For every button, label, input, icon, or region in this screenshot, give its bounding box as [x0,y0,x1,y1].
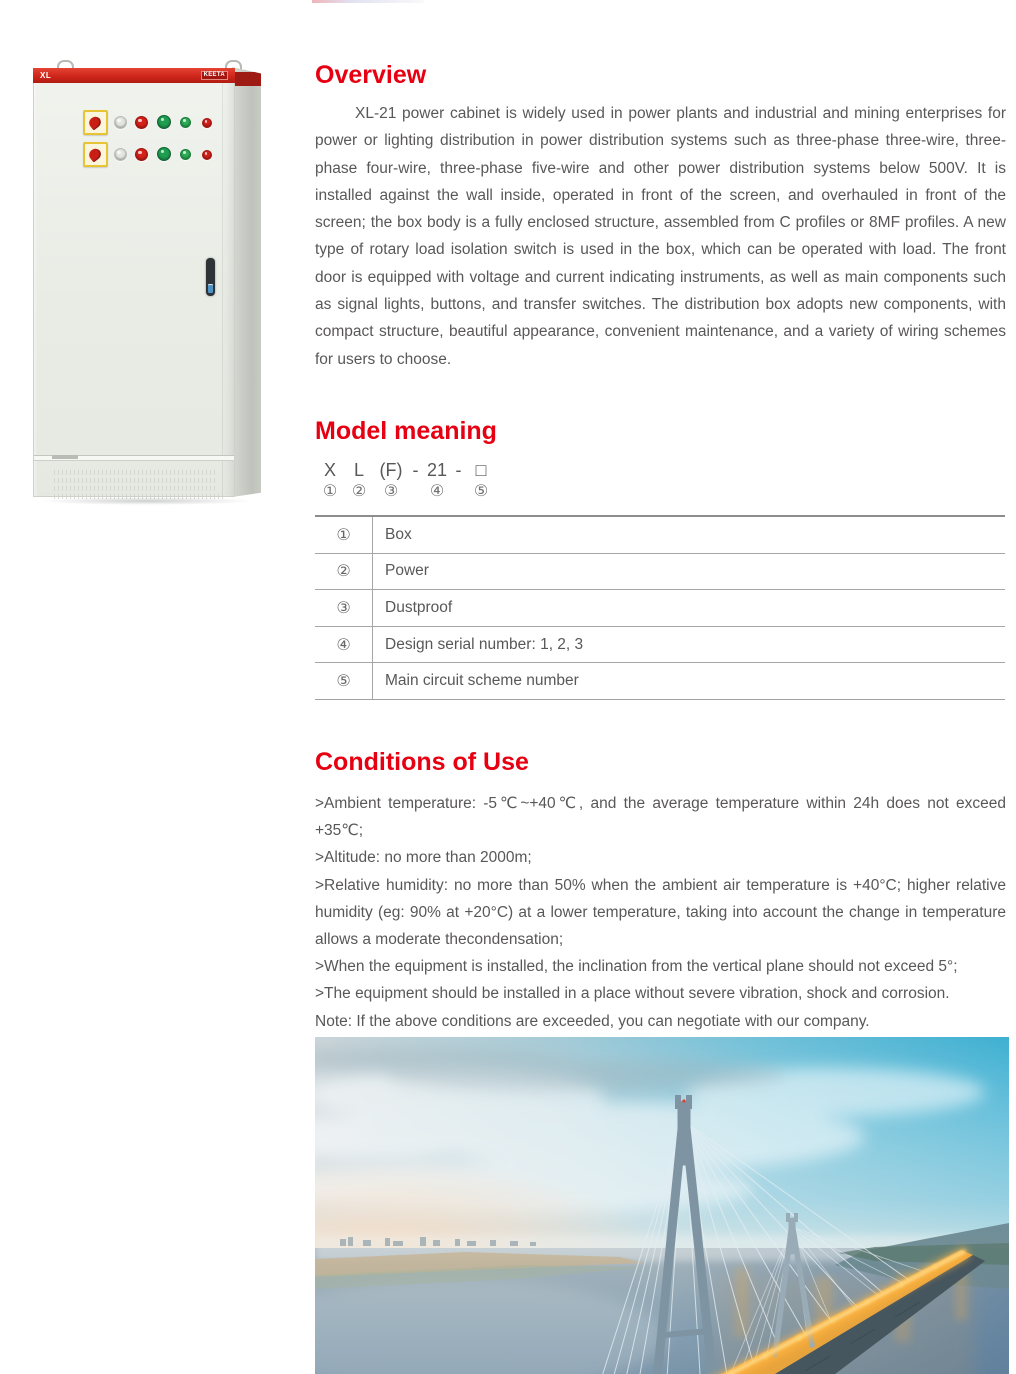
model-code-part: X [323,460,336,480]
row-description: Box [372,517,1005,553]
ventilation-slots [54,470,217,475]
indicator-light-icon [180,117,191,128]
indicator-light-icon [114,116,127,129]
model-code-marker: ⑤ [473,483,489,500]
conditions-title: Conditions of Use [315,748,529,776]
table-row [315,517,1005,553]
condition-line: >The equipment should be installed in a place without severe vibration, shock and corrosion. [315,985,950,1003]
brand-logo: KEETA [201,71,228,80]
table-row [315,553,1005,590]
door-handle-icon [206,258,215,296]
model-code-part: (F) [379,460,403,480]
condition-line: >Altitude: no more than 2000m; [315,849,532,867]
bridge-photo [315,1037,1009,1374]
condition-line: >When the equipment is installed, the inclination from the vertical plane should not exceed 5°; [315,958,958,976]
conditions-text [315,790,1006,1035]
indicator-light-icon [157,147,171,161]
row-number: ② [336,563,351,581]
model-meaning-table [315,515,1005,700]
model-code-separator: - [412,460,419,480]
row-description: Power [372,554,1005,590]
indicator-light-icon [202,150,212,160]
model-code-part: L [353,460,364,480]
indicator-light-icon [180,149,191,160]
table-row [315,662,1005,699]
indicator-light-icon [135,116,148,129]
indicator-light-icon [157,115,171,129]
model-code-separator: - [455,460,462,480]
row-description: Main circuit scheme number [372,663,1005,699]
door-lock-icon [208,285,213,293]
row-number: ⑤ [336,673,351,691]
model-code-marker: ③ [383,483,399,500]
indicator-light-icon [135,148,148,161]
model-code [315,459,497,502]
product-photo [33,60,268,508]
ventilation-slots [54,478,217,483]
row-description: Design serial number: 1, 2, 3 [372,627,1005,663]
model-code-marker: ② [351,483,367,500]
indicator-light-icon [202,118,212,128]
condition-line: Note: If the above conditions are exceeded, you can negotiate with our company. [315,1012,870,1030]
cabinet-front-door [33,68,235,497]
model-code-marker: ① [322,483,338,500]
cabinet-groove [34,455,234,461]
overview-paragraph: XL-21 power cabinet is widely used in power plants and industrial and mining enterprises for power or lighting distribution in power distribution systems such as three-phase three-wire, three-phase four-wire, three-phase five-wire and other power distribution systems below 500V. It is installed against the wall inside, operated in front of the screen, and overhauled in front of the screen; the box body is a fully enclosed structure, assembled from C profiles or 8MF profiles. A new type of rotary load isolation switch is used in the box, which can be operated with load. The front door is equipped with voltage and current indicating instruments, as well as main components such as signal lights, buttons, and transfer switches. The distribution box adopts new components, with compact structure, beautiful appearance, convenient maintenance, and a variety of wiring schemes for users to choose. [315,105,1006,368]
model-meaning-title: Model meaning [315,417,497,445]
table-row [315,626,1005,663]
condition-line: >Ambient temperature: -5℃~+40℃, and the average temperature within 24h does not exceed +35℃; [315,795,1006,840]
cabinet-side-panel [232,67,261,497]
page-top-artifact [312,0,424,3]
condition-line: >Relative humidity: no more than 50% when the ambient air temperature is +40°C; higher relative humidity (eg: 90% at +20°C) at a lower temperature, taking into account the change in temperature allows a moderate thecondensation; [315,876,1006,949]
cabinet-red-band [33,68,235,83]
cabinet-model-label: XL [40,71,52,80]
model-code-marker: ④ [429,483,445,500]
table-row [315,589,1005,626]
door-seam [222,83,223,496]
model-code-part: 21 [426,460,448,480]
cabinet-shadow [39,497,254,505]
rotary-switch-icon [83,110,108,135]
rotary-switch-icon [83,142,108,167]
row-number: ① [336,526,351,544]
model-code-part: □ [475,460,487,480]
ventilation-slots [54,486,217,491]
row-number: ③ [336,599,351,617]
indicator-light-icon [114,148,127,161]
overview-title: Overview [315,61,427,89]
row-description: Dustproof [372,590,1005,626]
row-number: ④ [336,636,351,654]
